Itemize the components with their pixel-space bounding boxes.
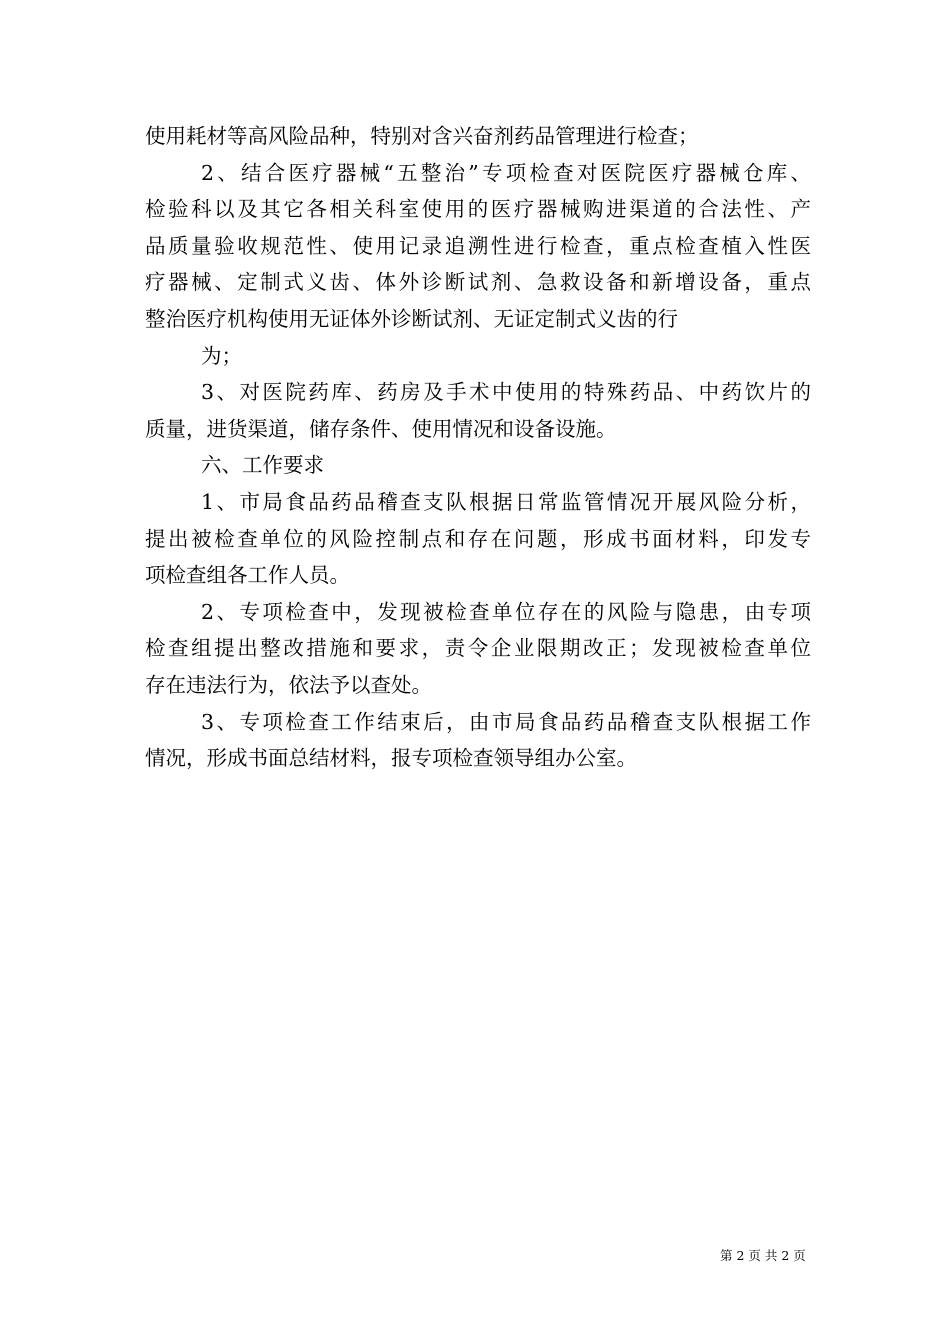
- document-body: [145, 118, 811, 777]
- text-line: 为；: [201, 343, 242, 368]
- text-line: 检查组提出整改措施和要求，责令企业限期改正；发现被检查单位: [145, 636, 811, 661]
- text-line: 情况，形成书面总结材料，报专项检查领导组办公室。: [145, 746, 637, 771]
- text-line: 品质量验收规范性、使用记录追溯性进行检查，重点检查植入性医: [145, 233, 811, 258]
- text-line: 质量，进货渠道，储存条件、使用情况和设备设施。: [145, 416, 617, 441]
- text-line: 3、专项检查工作结束后，由市局食品药品稽查支队根据工作: [201, 709, 811, 734]
- text-line: 整治医疗机构使用无证体外诊断试剂、无证定制式义齿的行: [145, 306, 678, 331]
- section-heading: 六、工作要求: [201, 453, 324, 478]
- text-line: 使用耗材等高风险品种，特别对含兴奋剂药品管理进行检查；: [145, 124, 699, 148]
- text-line: 存在违法行为，依法予以查处。: [145, 672, 432, 697]
- text-line: 项检查组各工作人员。: [145, 563, 350, 588]
- text-line: 2、专项检查中，发现被检查单位存在的风险与隐患，由专项: [201, 599, 811, 624]
- text-line: 1、市局食品药品稽查支队根据日常监管情况开展风险分析，: [201, 489, 811, 514]
- page-number-footer: 第 2 页 共 2 页: [720, 1248, 806, 1263]
- text-line: 2、结合医疗器械“五整治”专项检查对医院医疗器械仓库、: [201, 160, 811, 185]
- text-line: 检验科以及其它各相关科室使用的医疗器械购进渠道的合法性、产: [145, 197, 811, 222]
- text-line: 提出被检查单位的风险控制点和存在问题，形成书面材料，印发专: [145, 526, 811, 551]
- text-line: 疗器械、定制式义齿、体外诊断试剂、急救设备和新增设备，重点: [145, 270, 811, 295]
- text-line: 3、对医院药库、药房及手术中使用的特殊药品、中药饮片的: [201, 380, 811, 405]
